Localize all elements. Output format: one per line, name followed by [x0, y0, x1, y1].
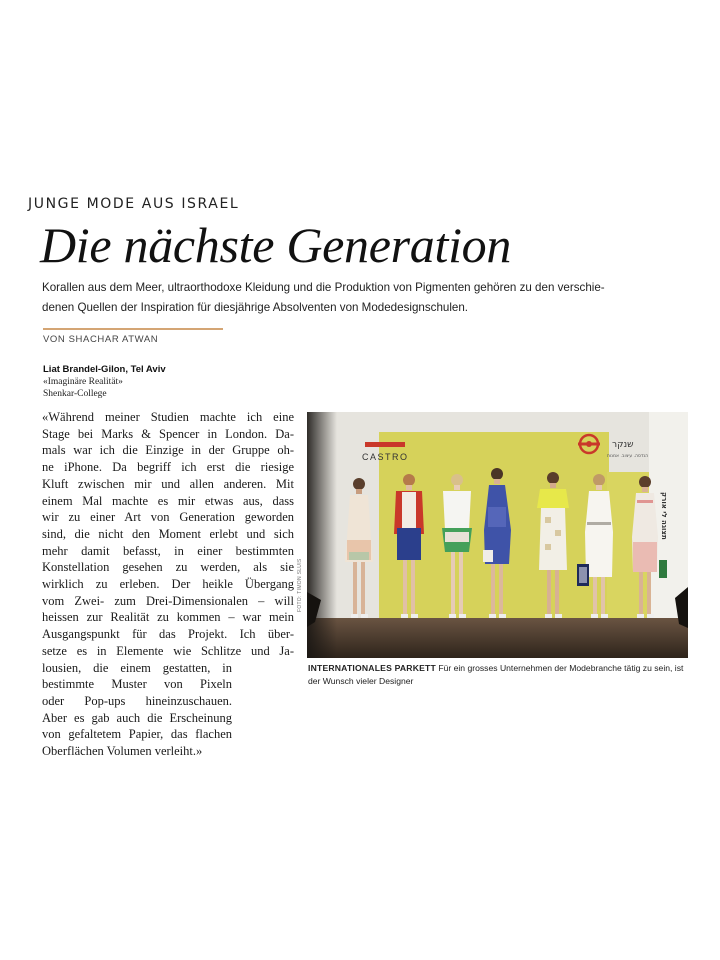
body-line: einem Mal machte es mir etwas aus, dass: [42, 493, 294, 508]
body-line: Oberflächen Volumen verleiht.»: [42, 744, 203, 759]
body-line: setze es in Elemente wie Schlitze und Ja-: [42, 643, 294, 658]
castro-logo-bar: [365, 442, 405, 447]
body-line: lousien, die einem gestatten, in: [42, 660, 232, 675]
body-line: sind, die nicht den Moment erlebt und sich: [42, 526, 294, 541]
designer-college: Shenkar-College: [43, 389, 107, 399]
photo-credit: FOTO: TIMON SLUIS: [297, 558, 303, 612]
body-line: bestimmte Muster von Pixeln: [42, 677, 232, 692]
body-line: mehr damit befasst, in einer bestimmten: [42, 543, 294, 558]
body-line: Konstellation gesehen zu werden, als sie: [42, 560, 294, 575]
caption-title: INTERNATIONALES PARKETT: [308, 663, 436, 673]
body-line: Aber es gab auch die Erscheinung: [42, 710, 232, 725]
kicker: JUNGE MODE AUS ISRAEL: [28, 196, 240, 212]
runway-illustration: [307, 412, 688, 658]
body-line: vom Zwei- zum Drei-Dimensionalen – will: [42, 593, 294, 608]
body-line: Kluft zwischen mir und allen anderen. Mit: [42, 476, 294, 491]
castro-logo: CASTRO: [362, 452, 409, 462]
photo-caption: [308, 662, 692, 688]
runway-photo: [307, 412, 688, 658]
body-line: mals war ich die Einzige in der Gruppe oh-: [42, 443, 294, 458]
body-line: Ausgangspunkt für das Projekt. Ich über-: [42, 627, 294, 642]
vertical-banner-text: תצוגה לי אורק: [660, 492, 668, 540]
body-line: wirklich zu erleben. Der heikle Übergang: [42, 577, 294, 592]
body-line: «Während meiner Studien machte ich eine: [42, 410, 294, 424]
headline: Die nächste Generation: [40, 217, 512, 273]
body-line: heissen zur Realität zu kommen – war mein: [42, 610, 294, 625]
body-line: Stage bei Marks & Spencer in London. Da-: [42, 426, 294, 441]
body-line: ne iPhone. Da begriff ich erst die riesige: [42, 460, 294, 475]
designer-name: Liat Brandel-Gilon, Tel Aviv: [43, 364, 166, 375]
byline: VON SHACHAR ATWAN: [43, 334, 159, 345]
body-line: oder Pop-ups hineinzuschauen.: [42, 693, 232, 708]
designer-project: «Imaginäre Realität»: [43, 377, 123, 387]
shenkar-logo-subtext: הנדסה. עיצוב. אמנות: [607, 454, 649, 459]
body-line: wir zu einer Art von Generation geworden: [42, 510, 294, 525]
shenkar-logo-text: שנקר: [612, 440, 634, 450]
runway-floor: [307, 618, 688, 658]
lead-paragraph: Korallen aus dem Meer, ultraorthodoxe Kleidung und die Produktion von Pigmenten gehören zu den verschie-denen Quellen der Inspiration für diesjährige Absolventen von Modedesignschulen.: [42, 281, 605, 314]
body-text: [42, 409, 294, 760]
body-line: von gefaltetem Papier, das flachen: [42, 727, 232, 742]
byline-rule: [43, 328, 223, 330]
caption-text: Für ein grosses Unternehmen der Modebranche tätig zu sein, ist der Wunsch vieler Designer: [308, 663, 684, 686]
